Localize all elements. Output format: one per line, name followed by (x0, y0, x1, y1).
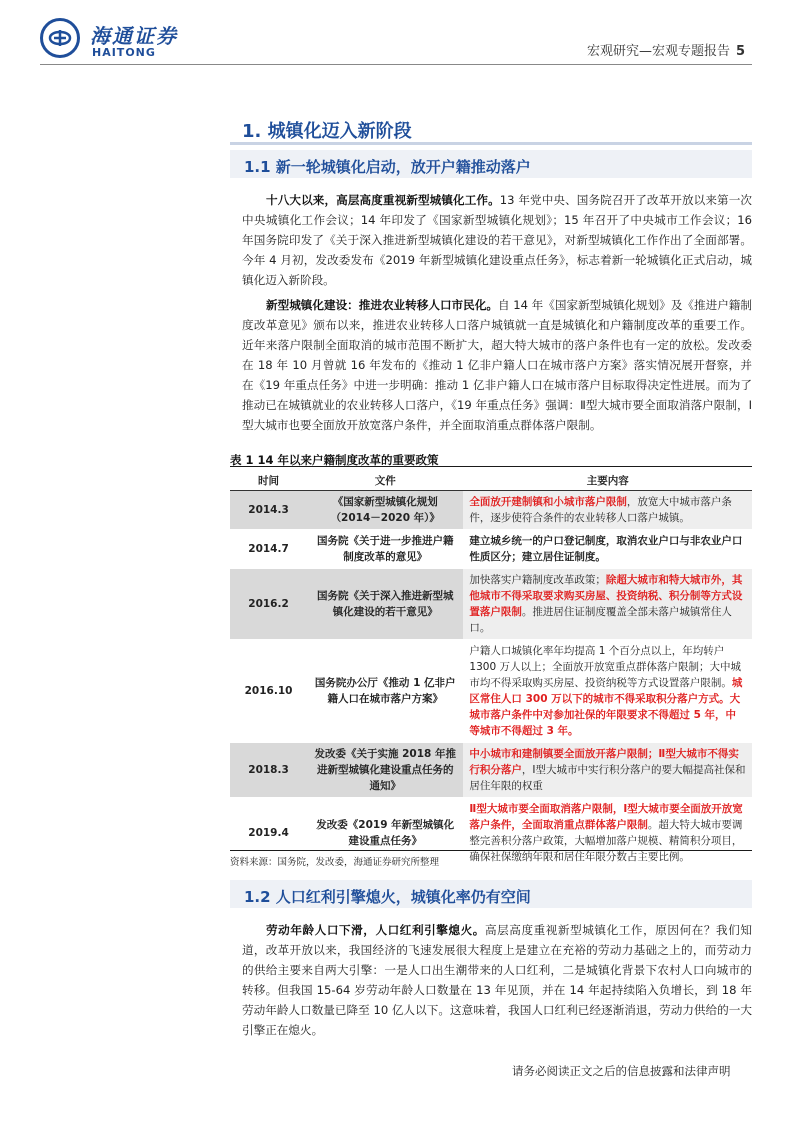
section-1-title: 1. 城镇化迈入新阶段 (242, 121, 412, 142)
row-document: 国务院《关于进一步推进户籍制度改革的意见》 (307, 530, 463, 569)
policy-table (230, 470, 752, 869)
table-row (230, 491, 752, 530)
row-document: 发改委《2019 年新型城镇化建设重点任务》 (307, 798, 463, 869)
paragraph-3 (242, 920, 752, 1040)
paragraph-1-body: 13 年党中央、国务院召开了改革开放以来第一次中央城镇化工作会议；14 年印发了《国家新型城镇化规划》；15 年召开了中央城市工作会议；16 年国务院印发了《关于深入推进新型城镇化建设的若干意见》，对新型城镇化工作作出了全面部署。今年 4 月初，发改委发布《2019 年新型城镇化建设重点任务》，标志着新一轮城镇化正式启动，城镇化迈入新阶段。 (242, 193, 752, 287)
row-document: 《国家新型城镇化规划（2014－2020 年）》 (307, 491, 463, 530)
row-document: 发改委《关于实施 2018 年推进新型城镇化建设重点任务的通知》 (307, 743, 463, 798)
table-source-note: 资料来源：国务院，发改委，海通证券研究所整理 (230, 857, 440, 868)
footer-disclaimer: 请务必阅读正文之后的信息披露和法律声明 (512, 1064, 731, 1078)
table-row (230, 743, 752, 798)
content-text: ，Ⅰ型大城市中实行积分落户的要大幅提高社保和居住年限的权重 (469, 764, 746, 792)
logo-chinese-text: 海通证券 (90, 24, 178, 48)
section-1-2-title: 1.2 人口红利引擎熄火，城镇化率仍有空间 (244, 888, 531, 906)
content-text: ，放宽大中城市落户条件，逐步使符合条件的农业转移人口落户城镇。 (469, 496, 732, 524)
content-highlight: 全面放开建制镇和小城市落户限制 (469, 496, 627, 508)
content-text: 加快落实户籍制度改革政策； (469, 574, 606, 586)
content-text: 。超大特大城市要调整完善积分落户政策，大幅增加落户规模、精简积分项目，确保社保缴纳年限和居住年限分数占主要比例。 (469, 819, 743, 863)
table-top-rule (230, 466, 752, 467)
row-content (463, 743, 752, 798)
page-number: 5 (735, 44, 745, 59)
paragraph-3-body: 高层高度重视新型城镇化工作，原因何在？我们知道，改革开放以来，我国经济的飞速发展很大程度上是建立在充裕的劳动力基础之上的，而劳动力的供给主要来自两大引擎：一是人口出生潮带来的人口红利，二是城镇化背景下农村人口向城市的转移。但我国 15-64 岁劳动年龄人口数量在 13 年见顶，并在 14 年起持续陷入负增长，到 18 年劳动年龄人口数量已降至 10 亿人以下。这意味着，我国人口红利已经逐渐消退，劳动力供给的一大引擎正在熄火。 (242, 923, 752, 1037)
haitong-logo (40, 18, 200, 62)
header-section-label (587, 40, 745, 59)
section-1-1-title: 1.1 新一轮城镇化启动，放开户籍推动落户 (244, 158, 531, 176)
row-content (463, 798, 752, 869)
row-date: 2016.10 (230, 640, 307, 743)
row-date: 2016.2 (230, 569, 307, 640)
table-row (230, 640, 752, 743)
row-content (463, 491, 752, 530)
row-date: 2019.4 (230, 798, 307, 869)
content-highlight: 中小城市和建制镇要全面放开落户限制；Ⅱ型大城市不得实行积分落户 (469, 748, 739, 776)
column-header-document: 文件 (307, 470, 463, 491)
table-bottom-rule (230, 850, 752, 851)
column-header-content: 主要内容 (463, 470, 752, 491)
page-header (0, 0, 793, 70)
content-highlight: Ⅱ型大城市要全面取消落户限制，Ⅰ型大城市要全面放开放宽落户条件，全面取消重点群体落户限制 (469, 803, 743, 831)
paragraph-2-lead: 新型城镇化建设：推进农业转移人口市民化。 (266, 298, 498, 312)
paragraph-2 (242, 295, 752, 435)
table-row (230, 569, 752, 640)
row-content (463, 569, 752, 640)
content-text-tail: 。推进居住证制度覆盖全部未落户城镇常住人口。 (469, 606, 732, 634)
paragraph-1-lead: 十八大以来，高层高度重视新型城镇化工作。 (266, 193, 500, 207)
paragraph-2-body: 自 14 年《国家新型城镇化规划》及《推进户籍制度改革意见》颁布以来，推进农业转移人口落户城镇就一直是城镇化和户籍制度改革的重要工作。近年来落户限制全面取消的城市范围不断扩大，超大特大城市的落户条件也有一定的放松。发改委在 18 年 10 月曾就 16 年发布的《推动 1 亿非户籍人口在城市落户方案》落实情况展开督察，并在《19 年重点任务》中进一步明确：推动 1 亿非户籍人口在城市落户目标取得决定性进展。而为了推动已在城镇就业的农业转移人口落户，《19 年重点任务》强调：Ⅱ型大城市要全面取消落户限制，Ⅰ型大城市也要全面放开放宽落户条件，并全面取消重点群体落户限制。 (242, 298, 752, 432)
row-date: 2014.3 (230, 491, 307, 530)
section-name: 宏观研究—宏观专题报告 (586, 44, 730, 59)
row-document: 国务院办公厅《推动 1 亿非户籍人口在城市落户方案》 (307, 640, 463, 743)
column-header-date: 时间 (230, 470, 307, 491)
content-text: 户籍人口城镇化率年均提高 1 个百分点以上，年均转户 1300 万人以上；全面放开放宽重点群体落户限制；大中城市均不得采取购买房屋、投资纳税等方式设置落户限制。 (469, 645, 741, 689)
logo-english-text: HAITONG (92, 46, 156, 59)
section-1-underline (230, 142, 752, 145)
header-divider (40, 64, 752, 65)
logo-emblem-icon (40, 18, 80, 58)
paragraph-3-lead: 劳动年龄人口下滑，人口红利引擎熄火。 (266, 923, 485, 937)
paragraph-1 (242, 190, 752, 290)
content-highlight: 除超大城市和特大城市外，其他城市不得采取要求购买房屋、投资纳税、积分制等方式设置落户限制 (469, 574, 743, 618)
table-title: 表 1 14 年以来户籍制度改革的重要政策 (230, 453, 439, 467)
row-document: 国务院《关于深入推进新型城镇化建设的若干意见》 (307, 569, 463, 640)
table-header-row (230, 470, 752, 491)
content-highlight: 城区常住人口 300 万以下的城市不得采取积分落户方式。大城市落户条件中对参加社保的年限要求不得超过 5 年，中等城市不得超过 3 年。 (469, 677, 743, 737)
table-row (230, 530, 752, 569)
row-date: 2018.3 (230, 743, 307, 798)
row-content: 建立城乡统一的户口登记制度，取消农业户口与非农业户口性质区分；建立居住证制度。 (463, 530, 752, 569)
row-date: 2014.7 (230, 530, 307, 569)
row-content (463, 640, 752, 743)
